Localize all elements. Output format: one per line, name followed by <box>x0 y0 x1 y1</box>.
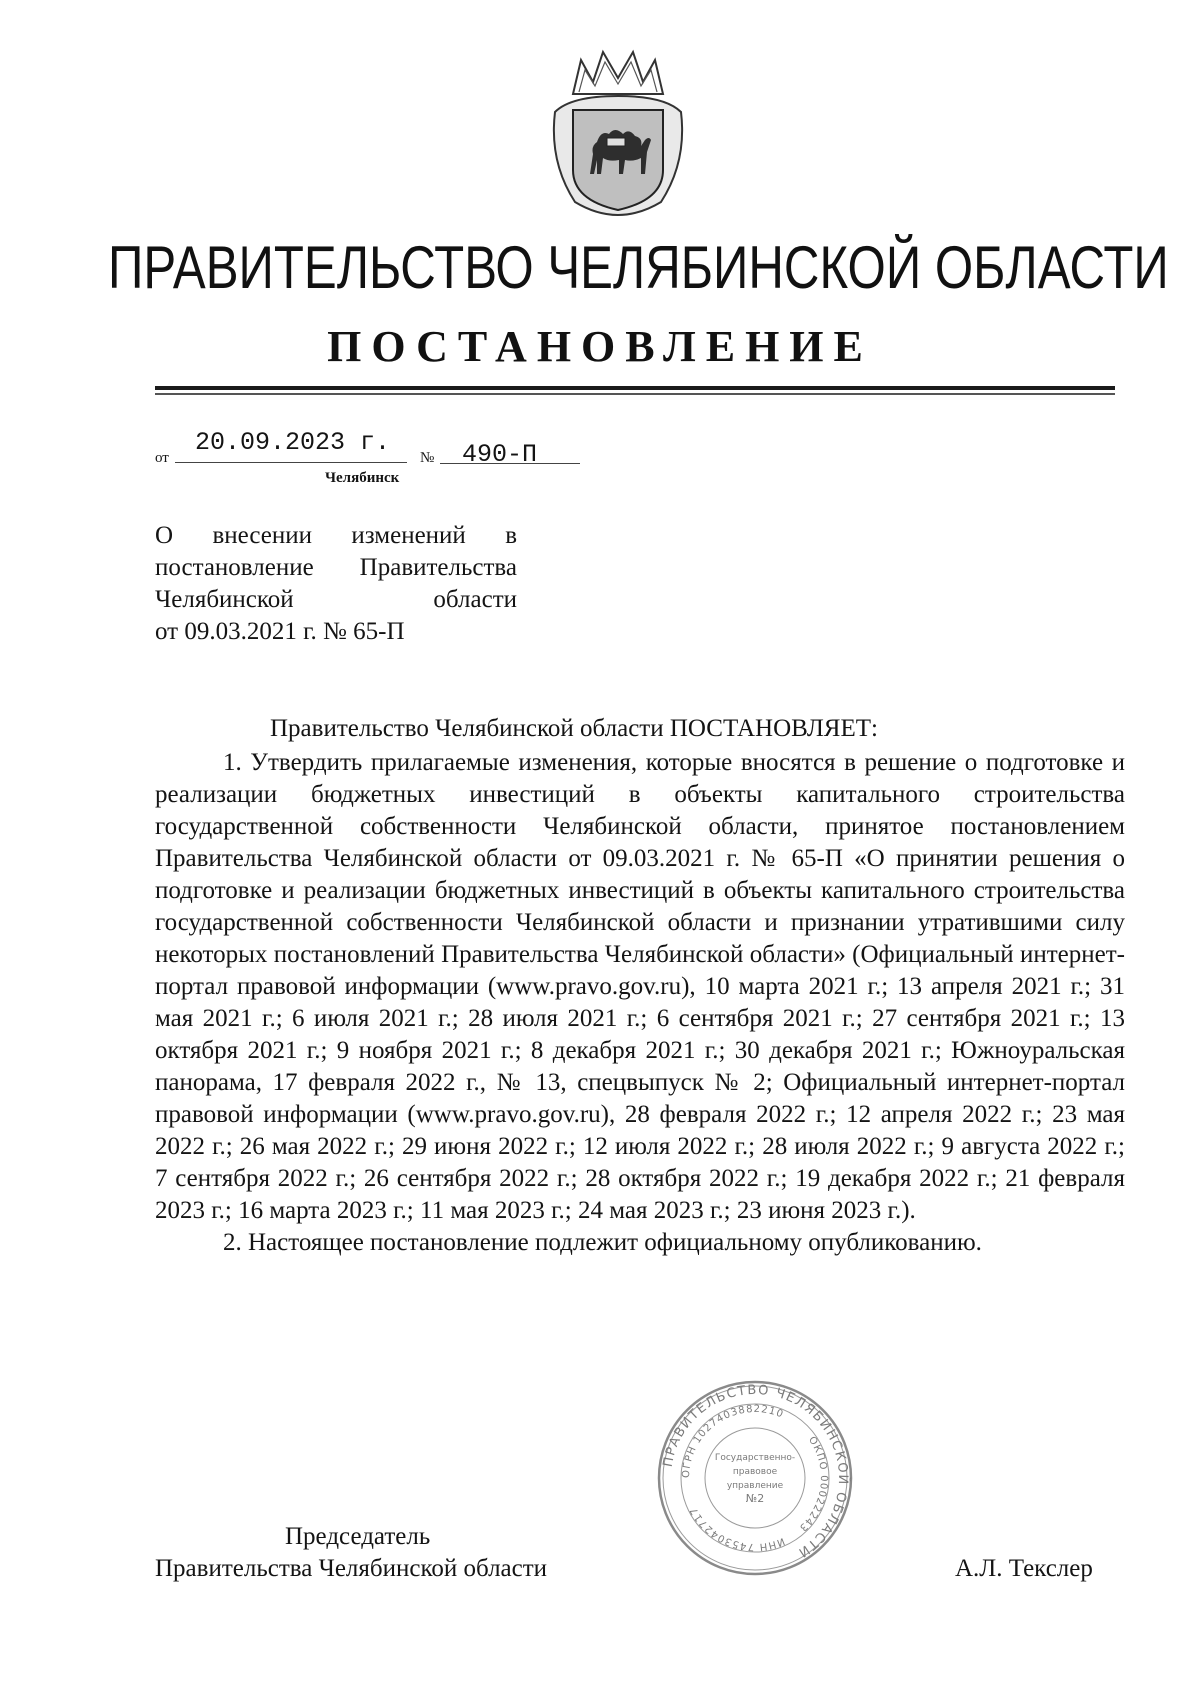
preamble: Правительство Челябинской области ПОСТАНОВЛЯЕТ: <box>270 715 878 742</box>
header-rule-thin <box>155 393 1115 395</box>
number-label: № <box>420 450 435 466</box>
header-rule <box>155 386 1115 390</box>
signatory-title-line-2: Правительства Челябинской области <box>155 1555 548 1582</box>
official-seal-icon <box>655 1378 855 1578</box>
seal-center-line-2: правовое <box>732 1467 778 1477</box>
seal-center-line-3: управление <box>726 1481 784 1491</box>
seal-center-line-4: №2 <box>745 1492 765 1505</box>
city-name: Челябинск <box>325 470 400 486</box>
number-underline <box>440 463 580 464</box>
document-date: 20.09.2023 г. <box>195 428 391 457</box>
document-subject: О внесении изменений в постановление Правительства Челябинской области <box>155 522 517 613</box>
paragraph-2: 2. Настоящее постановление подлежит официальному опубликованию. <box>223 1229 982 1256</box>
document-type: ПОСТАНОВЛЕНИЕ <box>327 322 873 371</box>
date-label: от <box>155 450 169 466</box>
svg-text:ИНН 7453042717 <box>688 1505 786 1552</box>
document-number: 490-П <box>462 440 538 469</box>
date-underline <box>175 462 407 463</box>
seal-ogrn-text: ОГРН 1027403882210 <box>680 1403 786 1479</box>
seal-outer-text: ПРАВИТЕЛЬСТВО ЧЕЛЯБИНСКОЙ ОБЛАСТИ <box>660 1382 851 1561</box>
seal-inn-text: ИНН 7453042717 <box>688 1504 787 1553</box>
signatory-name: А.Л. Текслер <box>955 1555 1093 1582</box>
seal-center-line-1: Государственно- <box>714 1453 796 1463</box>
document-body <box>155 747 1125 1259</box>
paragraph-1: 1. Утвердить прилагаемые изменения, которые вносятся в решение о подготовке и реализации бюджетных инвестиций в объекты капитального строительства государственной собственности Челябинской области, принятое постановлением Правительства Челябинской области от 09.03.2021 г. № 65-П «О принятии решения о подготовке и реализации бюджетных инвестиций в объекты капитального строительства государственной собственности Челябинской области и признании утратившими силу некоторых постановлений Правительства Челябинской области» (Официальный интернет-портал правовой информации (www.pravo.gov.ru), 10 марта 2021 г.; 13 апреля 2021 г.; 31 мая 2021 г.; 6 июля 2021 г.; 28 июля 2021 г.; 6 сентября 2021 г.; 27 сентября 2021 г.; 13 октября 2021 г.; 9 ноября 2021 г.; 8 декабря 2021 г.; 30 декабря 2021 г.; Южноуральская панорама, 17 февраля 2022 г., № 13, спецвыпуск № 2; Официальный интернет-портал правовой информации (www.pravo.gov.ru), 28 февраля 2022 г.; 12 апреля 2022 г.; 23 мая 2022 г.; 26 мая 2022 г.; 29 июня 2022 г.; 12 июля 2022 г.; 28 июля 2022 г.; 9 августа 2022 г.; 7 сентября 2022 г.; 26 сентября 2022 г.; 28 октября 2022 г.; 19 декабря 2022 г.; 21 февраля 2023 г.; 16 марта 2023 г.; 11 мая 2023 г.; 24 мая 2023 г.; 23 июня 2023 г.). <box>155 749 1125 1224</box>
seal-okpo-text: ОКПО 00022243 <box>796 1434 830 1534</box>
signatory-title-line-1: Председатель <box>285 1523 431 1550</box>
coat-of-arms-icon <box>545 42 691 222</box>
organization-title: ПРАВИТЕЛЬСТВО ЧЕЛЯБИНСКОЙ ОБЛАСТИ <box>108 234 1169 301</box>
document-subject-reference: от 09.03.2021 г. № 65-П <box>155 618 405 645</box>
